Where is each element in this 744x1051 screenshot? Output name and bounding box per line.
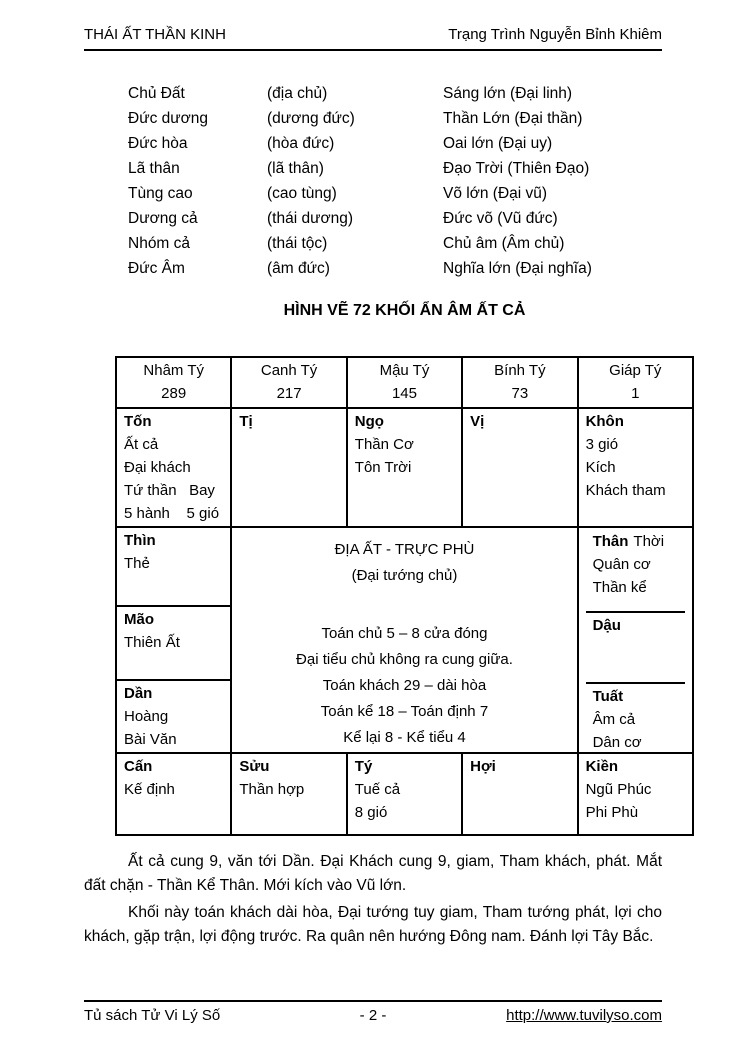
text-line: Thần hợp [239,781,305,798]
text-line: Thần Cơ [354,436,414,453]
text-line: Kế định [124,781,175,798]
text-line: 8 gió [354,804,388,821]
page-footer [84,1000,662,1024]
glossary-alias: (thái tộc) [267,235,328,252]
glossary-meaning: Võ lớn (Đại vũ) [443,185,548,202]
glossary-meaning: Nghĩa lớn (Đại nghĩa) [443,260,592,277]
text-line: Kích [585,459,616,476]
cell-title: Thìn [124,532,156,549]
cell-title: Vị [470,413,485,430]
chart-container [115,356,694,836]
cell-vi [462,408,577,527]
text-line: Ngũ Phúc [585,781,652,798]
center-cell [231,527,577,753]
text-line: ĐỊA ẤT - TRỰC PHÙ [334,541,475,558]
text-line: Bài Văn [124,731,177,748]
cell-title: Tý [354,758,373,775]
cell-title: Tuất [592,688,624,705]
text-line: Thiên Ất [124,634,180,651]
text-line: Tứ thần Bay [124,482,215,499]
column-header [231,357,346,408]
cell-title: Thân [592,533,629,550]
cell-tuat [586,684,685,749]
column-name: Bính Tý [494,362,546,379]
cell-dan [116,680,231,753]
cell-than [586,529,685,613]
glossary-term: Đức dương [128,110,209,127]
text-line: Kể lại 8 - Kể tiểu 4 [343,729,466,746]
glossary-row [128,206,663,231]
glossary-term: Tùng cao [128,185,193,202]
footer-url-link[interactable]: http://www.tuvilyso.com [506,1007,663,1024]
cell-title: Tị [239,413,253,430]
column-header [578,357,693,408]
glossary-meaning: Đạo Trời (Thiên Đạo) [443,160,590,177]
text-line: (Đại tướng chủ) [351,567,458,584]
glossary-alias: (cao tùng) [267,185,337,202]
text-line: Đại khách [124,459,191,476]
footer-page-number: - 2 - [359,1007,387,1024]
glossary-term: Dương cả [128,210,198,227]
cell-title: Mão [124,611,154,628]
glossary-row [128,231,663,256]
glossary-meaning: Chủ âm (Âm chủ) [443,235,565,252]
text-line: Tuế cả [354,781,401,798]
column-header [462,357,577,408]
glossary-alias: (hòa đức) [267,135,335,152]
body-paragraph: Ất cả cung 9, văn tới Dần. Đại Khách cung 9, giam, Tham khách, phát. Mắt đất chặn - Thần Kể Thân. Mới kích vào Vũ lớn. [84,853,662,894]
cell-thin [116,527,231,606]
glossary-row [128,131,663,156]
center-cell-title [239,529,569,589]
text-line: Hoàng [124,708,169,725]
page-header [84,26,662,51]
body-paragraph: Khối này toán khách dài hòa, Đại tướng tuy giam, Tham tướng phát, lợi cho khách, gặp trận, lợi động trước. Ra quân nên hướng Đông nam. Đánh lợi Tây Bắc. [84,904,662,945]
glossary-alias: (âm đức) [267,260,330,277]
cell-title: Sửu [239,758,270,775]
text-line: 5 hành 5 gió [124,505,220,522]
text-line: Âm cả [592,711,636,728]
cell-title: Khôn [585,413,624,430]
glossary-row [128,106,663,131]
glossary-term: Lã thân [128,160,180,177]
column-header [347,357,462,408]
glossary-term: Đức Âm [128,260,185,277]
cell-title: Hợi [470,758,496,775]
cell-dau [586,613,685,684]
glossary-meaning: Sáng lớn (Đại linh) [443,85,573,102]
glossary-alias: (lã thân) [267,160,324,177]
column-number: 145 [391,385,417,402]
column-header [116,357,231,408]
text-line: Ất cả [124,436,159,453]
cell-title: Cấn [124,758,153,775]
cell-hoi [462,753,577,835]
cell-title: Tốn [124,413,152,430]
column-number: 217 [276,385,302,402]
column-number: 289 [161,385,187,402]
text-line: Thẻ [124,555,150,572]
column-number: 1 [631,385,640,402]
cell-can [116,753,231,835]
glossary-term: Nhóm cả [128,235,191,252]
glossary-meaning: Oai lớn (Đại uy) [443,135,553,152]
column-number: 73 [511,385,529,402]
cell-suu [231,753,346,835]
cell-title: Dậu [592,617,621,634]
text-line: Quân cơ [592,556,651,573]
glossary-meaning: Đức võ (Vũ đức) [443,210,558,227]
cell-khon [578,408,693,527]
header-title: THÁI ẤT THẦN KINH [84,26,226,43]
glossary-alias: (dương đức) [267,110,355,127]
glossary-alias: (thái dương) [267,210,354,227]
glossary-alias: (địa chủ) [267,85,328,102]
text-line: Toán khách 29 – dài hòa [322,677,487,694]
text-line: Toán chủ 5 – 8 cửa đóng [321,625,488,642]
column-name: Mậu Tý [379,362,430,379]
text-line: Toán kể 18 – Toán định 7 [320,703,489,720]
cell-title-row [593,530,678,553]
column-name: Nhâm Tý [143,362,204,379]
text-line: Thần kể [592,579,647,596]
right-column [578,527,693,753]
section-title: HÌNH VẼ 72 KHỐI ẨN ÂM ẤT CẢ [283,302,526,319]
column-name: Canh Tý [260,362,318,379]
text-line: Phi Phù [585,804,639,821]
glossary-term: Chủ Đất [128,85,185,102]
cell-kien [578,753,693,835]
cell-title: Kiền [585,758,619,775]
glossary-term: Đức hòa [128,135,188,152]
cell-ton [116,408,231,527]
column-name: Giáp Tý [609,362,662,379]
glossary-meaning: Thần Lớn (Đại thần) [443,110,583,127]
cell-title: Ngọ [354,413,384,430]
cell-ti [231,408,346,527]
glossary-row [128,181,663,206]
glossary-row [128,81,663,106]
glossary-row [128,156,663,181]
text-line: Dân cơ [592,734,642,751]
text-line: Khách tham [585,482,666,499]
footer-series: Tủ sách Tử Vi Lý Số [84,1007,221,1024]
text-line: 3 gió [585,436,619,453]
cell-title: Dần [124,685,153,702]
header-author: Trạng Trình Nguyễn Bỉnh Khiêm [448,26,662,43]
cell-mao [116,606,231,680]
cell-title-suffix: Thời [633,533,665,550]
cell-ty [347,753,462,835]
text-line: Tôn Trời [354,459,412,476]
center-cell-body [239,621,569,751]
text-line: Đại tiểu chủ không ra cung giữa. [296,651,513,668]
cell-ngo [347,408,462,527]
chart-table [115,356,694,836]
glossary-list [128,81,663,281]
glossary-row [128,256,663,281]
